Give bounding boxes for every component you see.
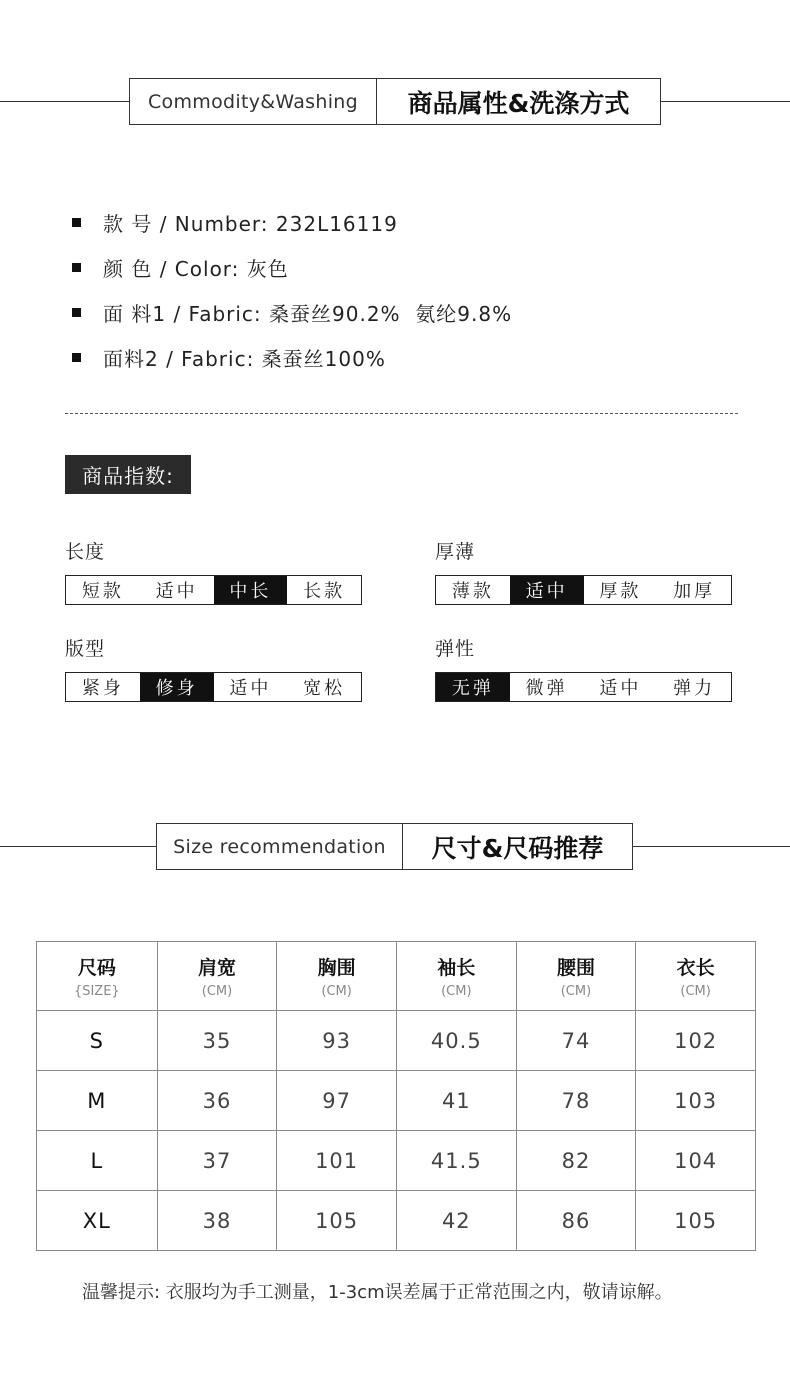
dashed-divider bbox=[65, 413, 738, 414]
attribute-text: 颜 色 / Color: 灰色 bbox=[103, 257, 289, 281]
scale-option: 适中 bbox=[229, 678, 272, 699]
table-cell: 38 bbox=[157, 1191, 277, 1251]
section-header-size bbox=[156, 823, 633, 870]
scale-option: 短款 bbox=[81, 581, 124, 602]
table-cell: 101 bbox=[277, 1131, 397, 1191]
scale-option: 无弹 bbox=[436, 673, 510, 701]
table-cell: S bbox=[37, 1011, 158, 1071]
attribute-number bbox=[72, 208, 398, 237]
header-cell: 胸围 (CM) bbox=[277, 942, 397, 1011]
scale-option: 加厚 bbox=[673, 581, 716, 602]
scale-thickness bbox=[435, 575, 732, 605]
scale-option: 薄款 bbox=[451, 581, 494, 602]
scale-fit bbox=[65, 672, 362, 702]
header-cell: 尺码 {SIZE} bbox=[37, 942, 158, 1011]
table-cell: 105 bbox=[277, 1191, 397, 1251]
bullet-icon bbox=[72, 263, 81, 272]
header-cell: 腰围 (CM) bbox=[516, 942, 636, 1011]
scale-length bbox=[65, 575, 362, 605]
table-cell: 35 bbox=[157, 1011, 277, 1071]
scale-option: 宽松 bbox=[303, 678, 346, 699]
table-cell: 104 bbox=[636, 1131, 756, 1191]
scale-option: 微弹 bbox=[525, 678, 568, 699]
section-title-en: Size recommendation bbox=[157, 824, 403, 869]
table-cell: 40.5 bbox=[396, 1011, 516, 1071]
attribute-fabric1 bbox=[72, 298, 512, 327]
table-cell: 105 bbox=[636, 1191, 756, 1251]
scale-label-fit: 版型 bbox=[65, 638, 106, 660]
table-cell: 86 bbox=[516, 1191, 636, 1251]
attribute-fabric2 bbox=[72, 343, 386, 372]
bullet-icon bbox=[72, 218, 81, 227]
table-cell: 41.5 bbox=[396, 1131, 516, 1191]
table-cell: 37 bbox=[157, 1131, 277, 1191]
table-cell: 103 bbox=[636, 1071, 756, 1131]
header-cell: 袖长 (CM) bbox=[396, 942, 516, 1011]
attribute-color bbox=[72, 253, 289, 282]
table-cell: 36 bbox=[157, 1071, 277, 1131]
table-row bbox=[37, 1011, 756, 1071]
table-row bbox=[37, 1131, 756, 1191]
attribute-text: 面 料1 / Fabric: 桑蚕丝90.2% 氨纶9.8% bbox=[103, 302, 513, 326]
scale-option: 厚款 bbox=[599, 581, 642, 602]
size-table bbox=[36, 941, 756, 1251]
bullet-icon bbox=[72, 353, 81, 362]
header-cell: 肩宽 (CM) bbox=[157, 942, 277, 1011]
table-cell: 74 bbox=[516, 1011, 636, 1071]
scale-option: 适中 bbox=[510, 576, 584, 604]
scale-option: 中长 bbox=[214, 576, 288, 604]
table-cell: 78 bbox=[516, 1071, 636, 1131]
table-cell: 41 bbox=[396, 1071, 516, 1131]
table-cell: 102 bbox=[636, 1011, 756, 1071]
scale-label-elasticity: 弹性 bbox=[435, 638, 476, 660]
section-header-commodity bbox=[129, 78, 661, 125]
scale-elasticity bbox=[435, 672, 732, 702]
bullet-icon bbox=[72, 308, 81, 317]
header-cell: 衣长 (CM) bbox=[636, 942, 756, 1011]
table-cell: 42 bbox=[396, 1191, 516, 1251]
header-line-left bbox=[0, 846, 157, 847]
header-line-right bbox=[632, 846, 790, 847]
table-cell: 93 bbox=[277, 1011, 397, 1071]
table-cell: M bbox=[37, 1071, 158, 1131]
warm-tip-note: 温馨提示: 衣服均为手工测量，1-3cm误差属于正常范围之内，敬请谅解。 bbox=[82, 1282, 673, 1303]
header-line-left bbox=[0, 101, 130, 102]
table-header-row bbox=[37, 942, 756, 1011]
scale-option: 长款 bbox=[303, 581, 346, 602]
header-line-right bbox=[660, 101, 790, 102]
index-title: 商品指数: bbox=[65, 455, 191, 494]
table-row bbox=[37, 1191, 756, 1251]
section-title-cn: 商品属性&洗涤方式 bbox=[407, 88, 630, 118]
attribute-text: 面料2 / Fabric: 桑蚕丝100% bbox=[103, 347, 386, 371]
table-row bbox=[37, 1071, 756, 1131]
attribute-text: 款 号 / Number: 232L16119 bbox=[103, 212, 398, 236]
scale-label-length: 长度 bbox=[65, 541, 106, 563]
table-cell: 82 bbox=[516, 1131, 636, 1191]
scale-option: 紧身 bbox=[81, 678, 124, 699]
scale-option: 适中 bbox=[155, 581, 198, 602]
scale-option: 适中 bbox=[599, 678, 642, 699]
section-title-en: Commodity&Washing bbox=[130, 79, 377, 124]
section-title-cn: 尺寸&尺码推荐 bbox=[431, 833, 604, 863]
scale-option: 弹力 bbox=[673, 678, 716, 699]
scale-option: 修身 bbox=[140, 673, 214, 701]
table-cell: 97 bbox=[277, 1071, 397, 1131]
table-cell: L bbox=[37, 1131, 158, 1191]
table-cell: XL bbox=[37, 1191, 158, 1251]
scale-label-thickness: 厚薄 bbox=[435, 541, 476, 563]
